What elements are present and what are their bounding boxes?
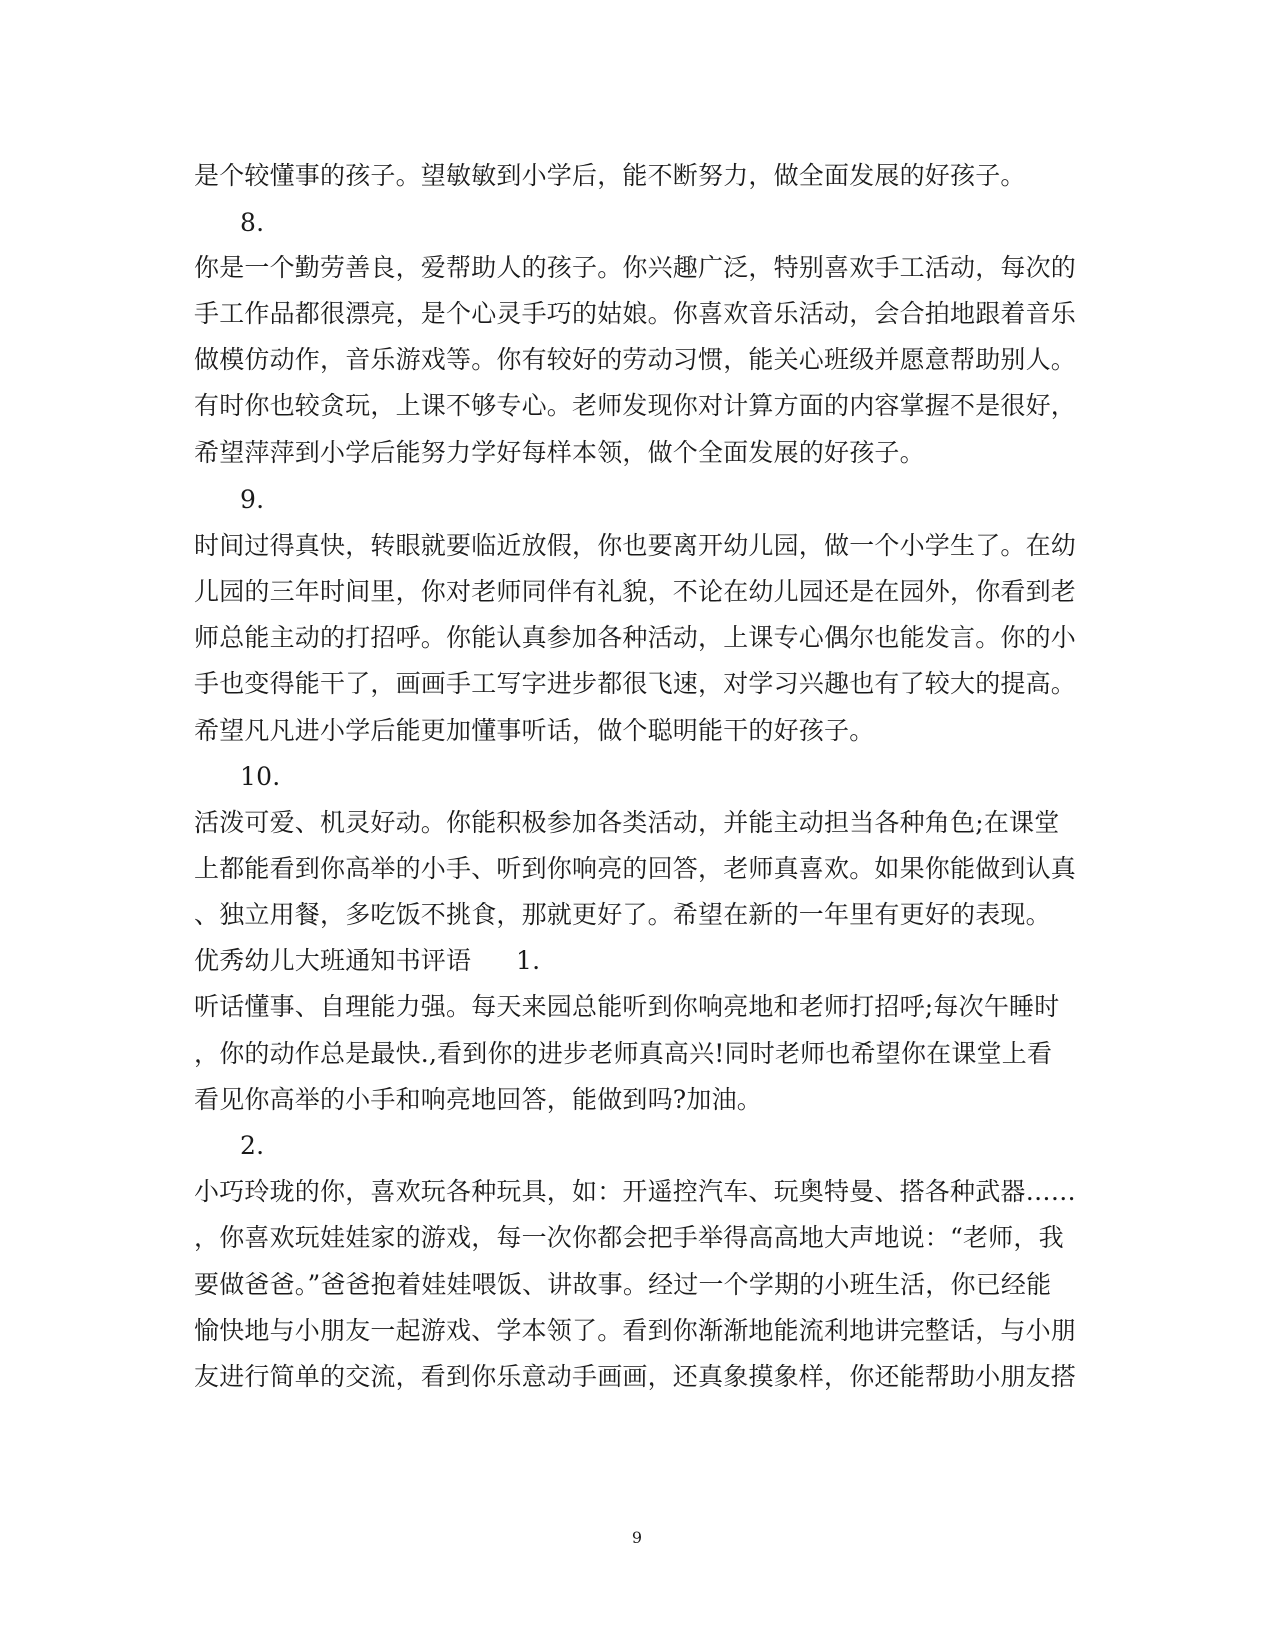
item-number: 8. — [240, 208, 265, 237]
paragraph-line: 希望凡凡进小学后能更加懂事听话，做个聪明能干的好孩子。 — [194, 716, 875, 745]
paragraph-line: 手也变得能干了，画画手工写字进步都很飞速，对学习兴趣也有了较大的提高。 — [194, 669, 1077, 698]
page-number: 9 — [631, 1528, 643, 1547]
paragraph-line: ，你喜欢玩娃娃家的游戏，每一次你都会把手举得高高地大声地说：“老师，我 — [194, 1223, 1064, 1252]
paragraph-line: 有时你也较贪玩，上课不够专心。老师发现你对计算方面的内容掌握不是很好， — [194, 391, 1077, 420]
paragraph-line: 做模仿动作，音乐游戏等。你有较好的劳动习惯，能关心班级并愿意帮助别人。 — [194, 345, 1077, 374]
paragraph-line: 、独立用餐，多吃饭不挑食，那就更好了。希望在新的一年里有更好的表现。 — [194, 900, 1051, 929]
paragraph-line: 上都能看到你高举的小手、听到你响亮的回答，老师真喜欢。如果你能做到认真 — [194, 854, 1077, 883]
item-number: 1. — [516, 946, 541, 975]
paragraph-line: 听话懂事、自理能力强。每天来园总能听到你响亮地和老师打招呼;每次午睡时 — [194, 992, 1060, 1021]
paragraph-line: 要做爸爸。”爸爸抱着娃娃喂饭、讲故事。经过一个学期的小班生活，你已经能 — [194, 1270, 1052, 1299]
paragraph-line: 师总能主动的打招呼。你能认真参加各种活动，上课专心偶尔也能发言。你的小 — [194, 623, 1077, 652]
item-number: 9. — [240, 485, 265, 514]
paragraph-line: 儿园的三年时间里，你对老师同伴有礼貌，不论在幼儿园还是在园外，你看到老 — [194, 577, 1077, 606]
paragraph-line: 小巧玲珑的你，喜欢玩各种玩具，如：开遥控汽车、玩奥特曼、搭各种武器…… — [194, 1177, 1077, 1206]
section-title: 优秀幼儿大班通知书评语 — [194, 946, 472, 975]
item-number: 10. — [240, 762, 281, 791]
paragraph-line: 你是一个勤劳善良，爱帮助人的孩子。你兴趣广泛，特别喜欢手工活动，每次的 — [194, 253, 1077, 282]
paragraph-line: ，你的动作总是最快.,看到你的进步老师真高兴!同时老师也希望你在课堂上看 — [194, 1039, 1053, 1068]
paragraph-line: 友进行简单的交流，看到你乐意动手画画，还真象摸象样，你还能帮助小朋友搭 — [194, 1362, 1077, 1391]
section-heading — [194, 946, 1074, 976]
paragraph-line: 手工作品都很漂亮，是个心灵手巧的姑娘。你喜欢音乐活动，会合拍地跟着音乐 — [194, 299, 1077, 328]
paragraph-line: 活泼可爱、机灵好动。你能积极参加各类活动，并能主动担当各种角色;在课堂 — [194, 808, 1060, 837]
paragraph-line: 希望萍萍到小学后能努力学好每样本领，做个全面发展的好孩子。 — [194, 438, 925, 467]
item-number: 2. — [240, 1131, 265, 1160]
paragraph-line: 看见你高举的小手和响亮地回答，能做到吗?加油。 — [194, 1085, 763, 1114]
paragraph-line: 时间过得真快，转眼就要临近放假，你也要离开幼儿园，做一个小学生了。在幼 — [194, 531, 1077, 560]
paragraph-line: 愉快地与小朋友一起游戏、学本领了。看到你渐渐地能流利地讲完整话，与小朋 — [194, 1316, 1077, 1345]
paragraph-line: 是个较懂事的孩子。望敏敏到小学后，能不断努力，做全面发展的好孩子。 — [194, 161, 1026, 190]
